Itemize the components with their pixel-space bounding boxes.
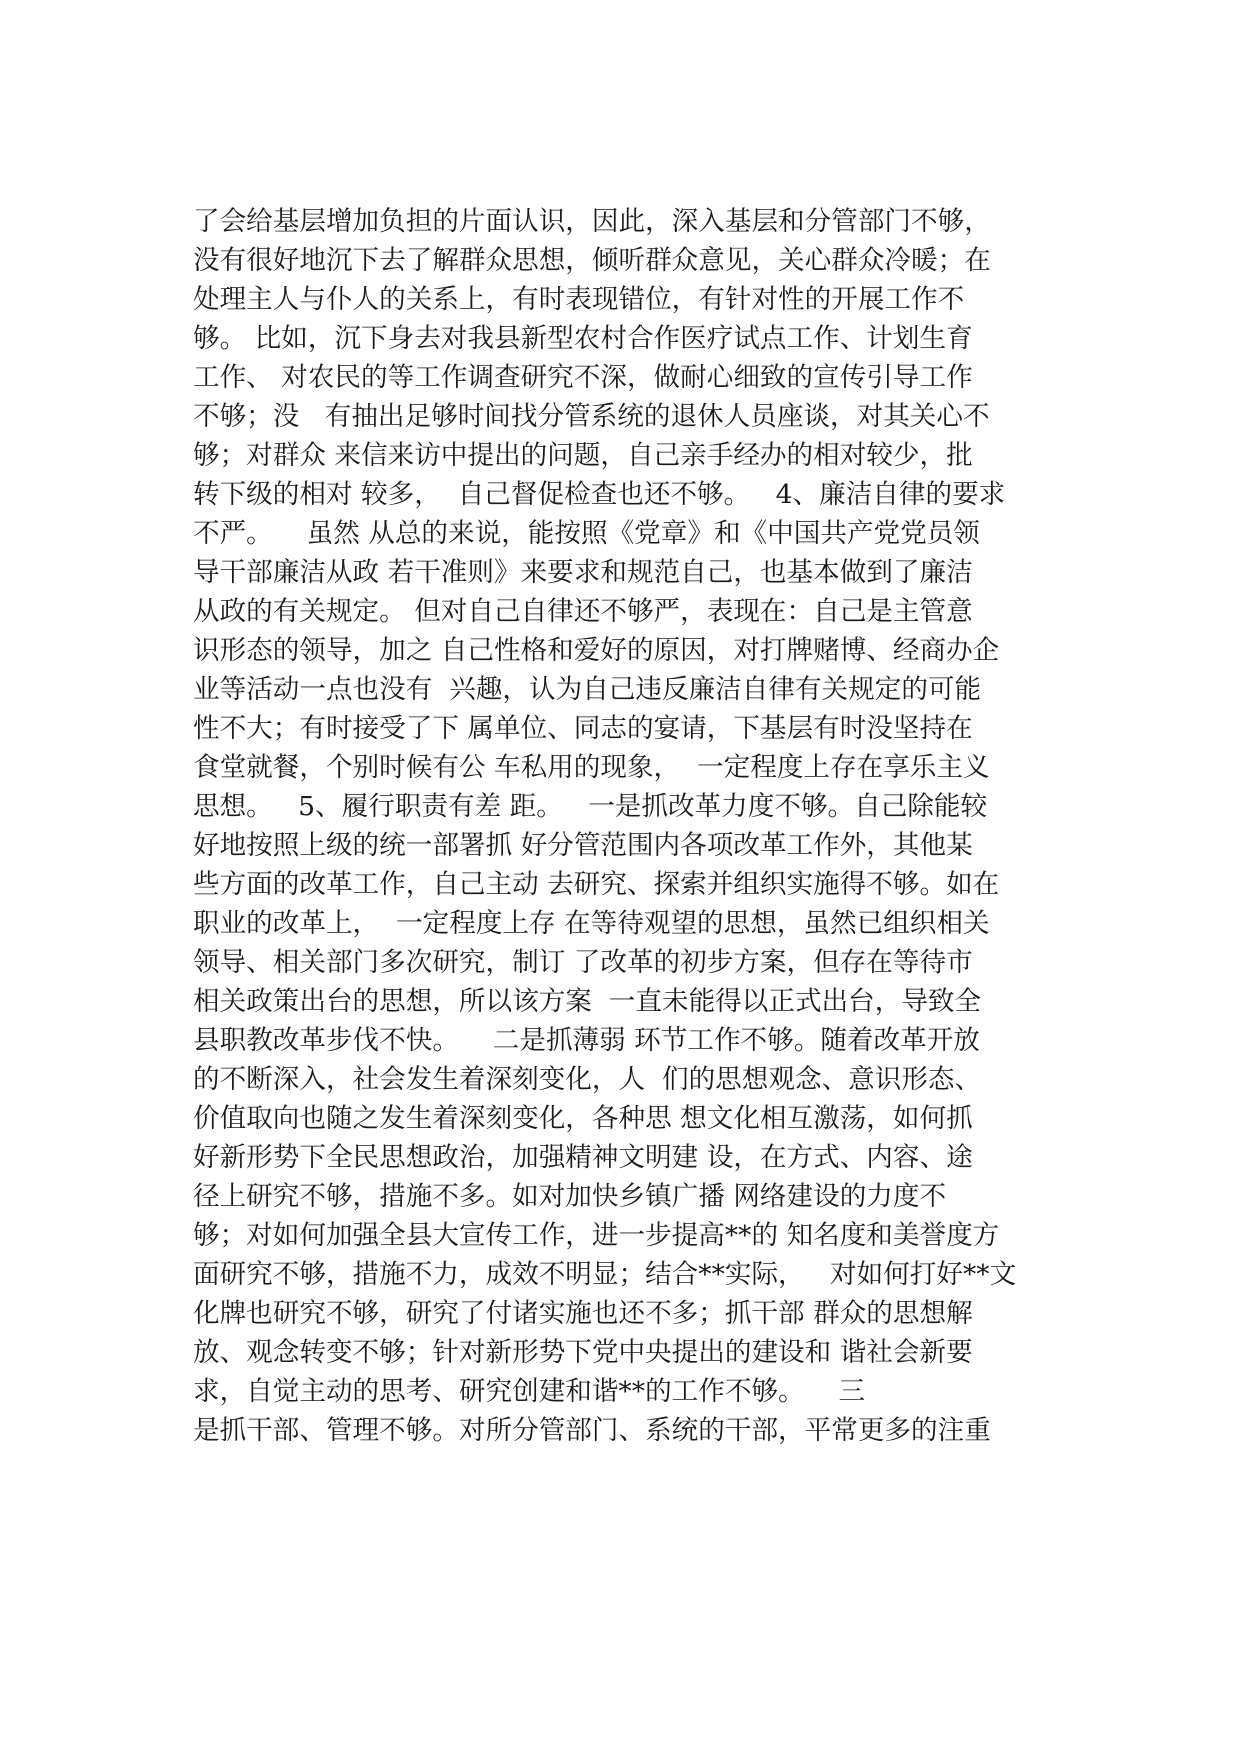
text-line: 是抓干部、管理不够。对所分管部门、系统的干部，平常更多的注重 <box>193 1415 991 1446</box>
text-line: 够；对如何加强全县大宣传工作，进一步提高**的 知名度和美誉度方 <box>193 1220 1000 1251</box>
text-line: 思想。 5、履行职责有差 距。 一是抓改革力度不够。自己除能较 <box>193 791 988 822</box>
text-line: 价值取向也随之发生着深刻变化，各种思 想文化相互激荡，如何抓 <box>193 1103 973 1134</box>
text-line: 够；对群众 来信来访中提出的问题，自己亲手经办的相对较少，批 <box>193 440 973 471</box>
text-line: 不够；没 有抽出足够时间找分管系统的退休人员座谈，对其关心不 <box>193 401 990 432</box>
text-line: 好新形势下全民思想政治，加强精神文明建 设，在方式、内容、途 <box>193 1142 973 1173</box>
text-line: 面研究不够，措施不力，成效不明显；结合**实际， 对如何打好**文 <box>193 1259 1017 1290</box>
text-line: 工作、 对农民的等工作调查研究不深，做耐心细致的宣传引导工作 <box>193 362 973 393</box>
text-line: 好地按照上级的统一部署抓 好分管范围内各项改革工作外，其他某 <box>193 830 973 861</box>
text-line: 处理主人与仆人的关系上，有时表现错位，有针对性的开展工作不 <box>193 284 965 315</box>
text-line: 县职教改革步伐不快。 二是抓薄弱 环节工作不够。随着改革开放 <box>193 1025 980 1056</box>
text-line: 食堂就餐，个别时候有公 车私用的现象， 一定程度上存在享乐主义 <box>193 752 990 783</box>
text-line: 够。 比如，沉下身去对我县新型农村合作医疗试点工作、计划生育 <box>193 323 973 354</box>
text-line: 性不大；有时接受了下 属单位、同志的宴请，下基层有时没坚持在 <box>193 713 973 744</box>
text-line: 相关政策出台的思想，所以该方案 一直未能得以正式出台，导致全 <box>193 986 982 1017</box>
text-line: 了会给基层增加负担的片面认识，因此，深入基层和分管部门不够， <box>193 206 991 237</box>
text-line: 导干部廉洁从政 若干准则》来要求和规范自己，也基本做到了廉洁 <box>193 557 973 588</box>
text-line: 没有很好地沉下去了解群众思想，倾听群众意见，关心群众冷暖；在 <box>193 245 991 276</box>
text-line: 识形态的领导，加之 自己性格和爱好的原因，对打牌赌博、经商办企 <box>193 635 1000 666</box>
text-line: 业等活动一点也没有 兴趣，认为自己违反廉洁自律有关规定的可能 <box>193 674 982 705</box>
body-text <box>193 202 1073 1450</box>
text-line: 领导、相关部门多次研究，制订 了改革的初步方案，但存在等待市 <box>193 947 973 978</box>
text-line: 不严。 虽然 从总的来说，能按照《党章》和《中国共产党党员领 <box>193 518 980 549</box>
text-line: 的不断深入，社会发生着深刻变化，人 们的思想观念、意识形态、 <box>193 1064 982 1095</box>
text-line: 从政的有关规定。 但对自己自律还不够严，表现在：自己是主管意 <box>193 596 973 627</box>
text-line: 些方面的改革工作，自己主动 去研究、探索并组织实施得不够。如在 <box>193 869 1000 900</box>
text-line: 职业的改革上， 一定程度上存 在等待观望的思想，虽然已组织相关 <box>193 908 990 939</box>
text-line: 求，自觉主动的思考、研究创建和谐**的工作不够。 三 <box>193 1376 866 1407</box>
text-line: 径上研究不够，措施不多。如对加快乡镇广播 网络建设的力度不 <box>193 1181 947 1212</box>
text-line: 放、观念转变不够；针对新形势下党中央提出的建设和 谐社会新要 <box>193 1337 973 1368</box>
text-line: 化牌也研究不够，研究了付诸实施也还不多；抓干部 群众的思想解 <box>193 1298 973 1329</box>
text-line: 转下级的相对 较多， 自己督促检查也还不够。 4、廉洁自律的要求 <box>193 479 1006 510</box>
